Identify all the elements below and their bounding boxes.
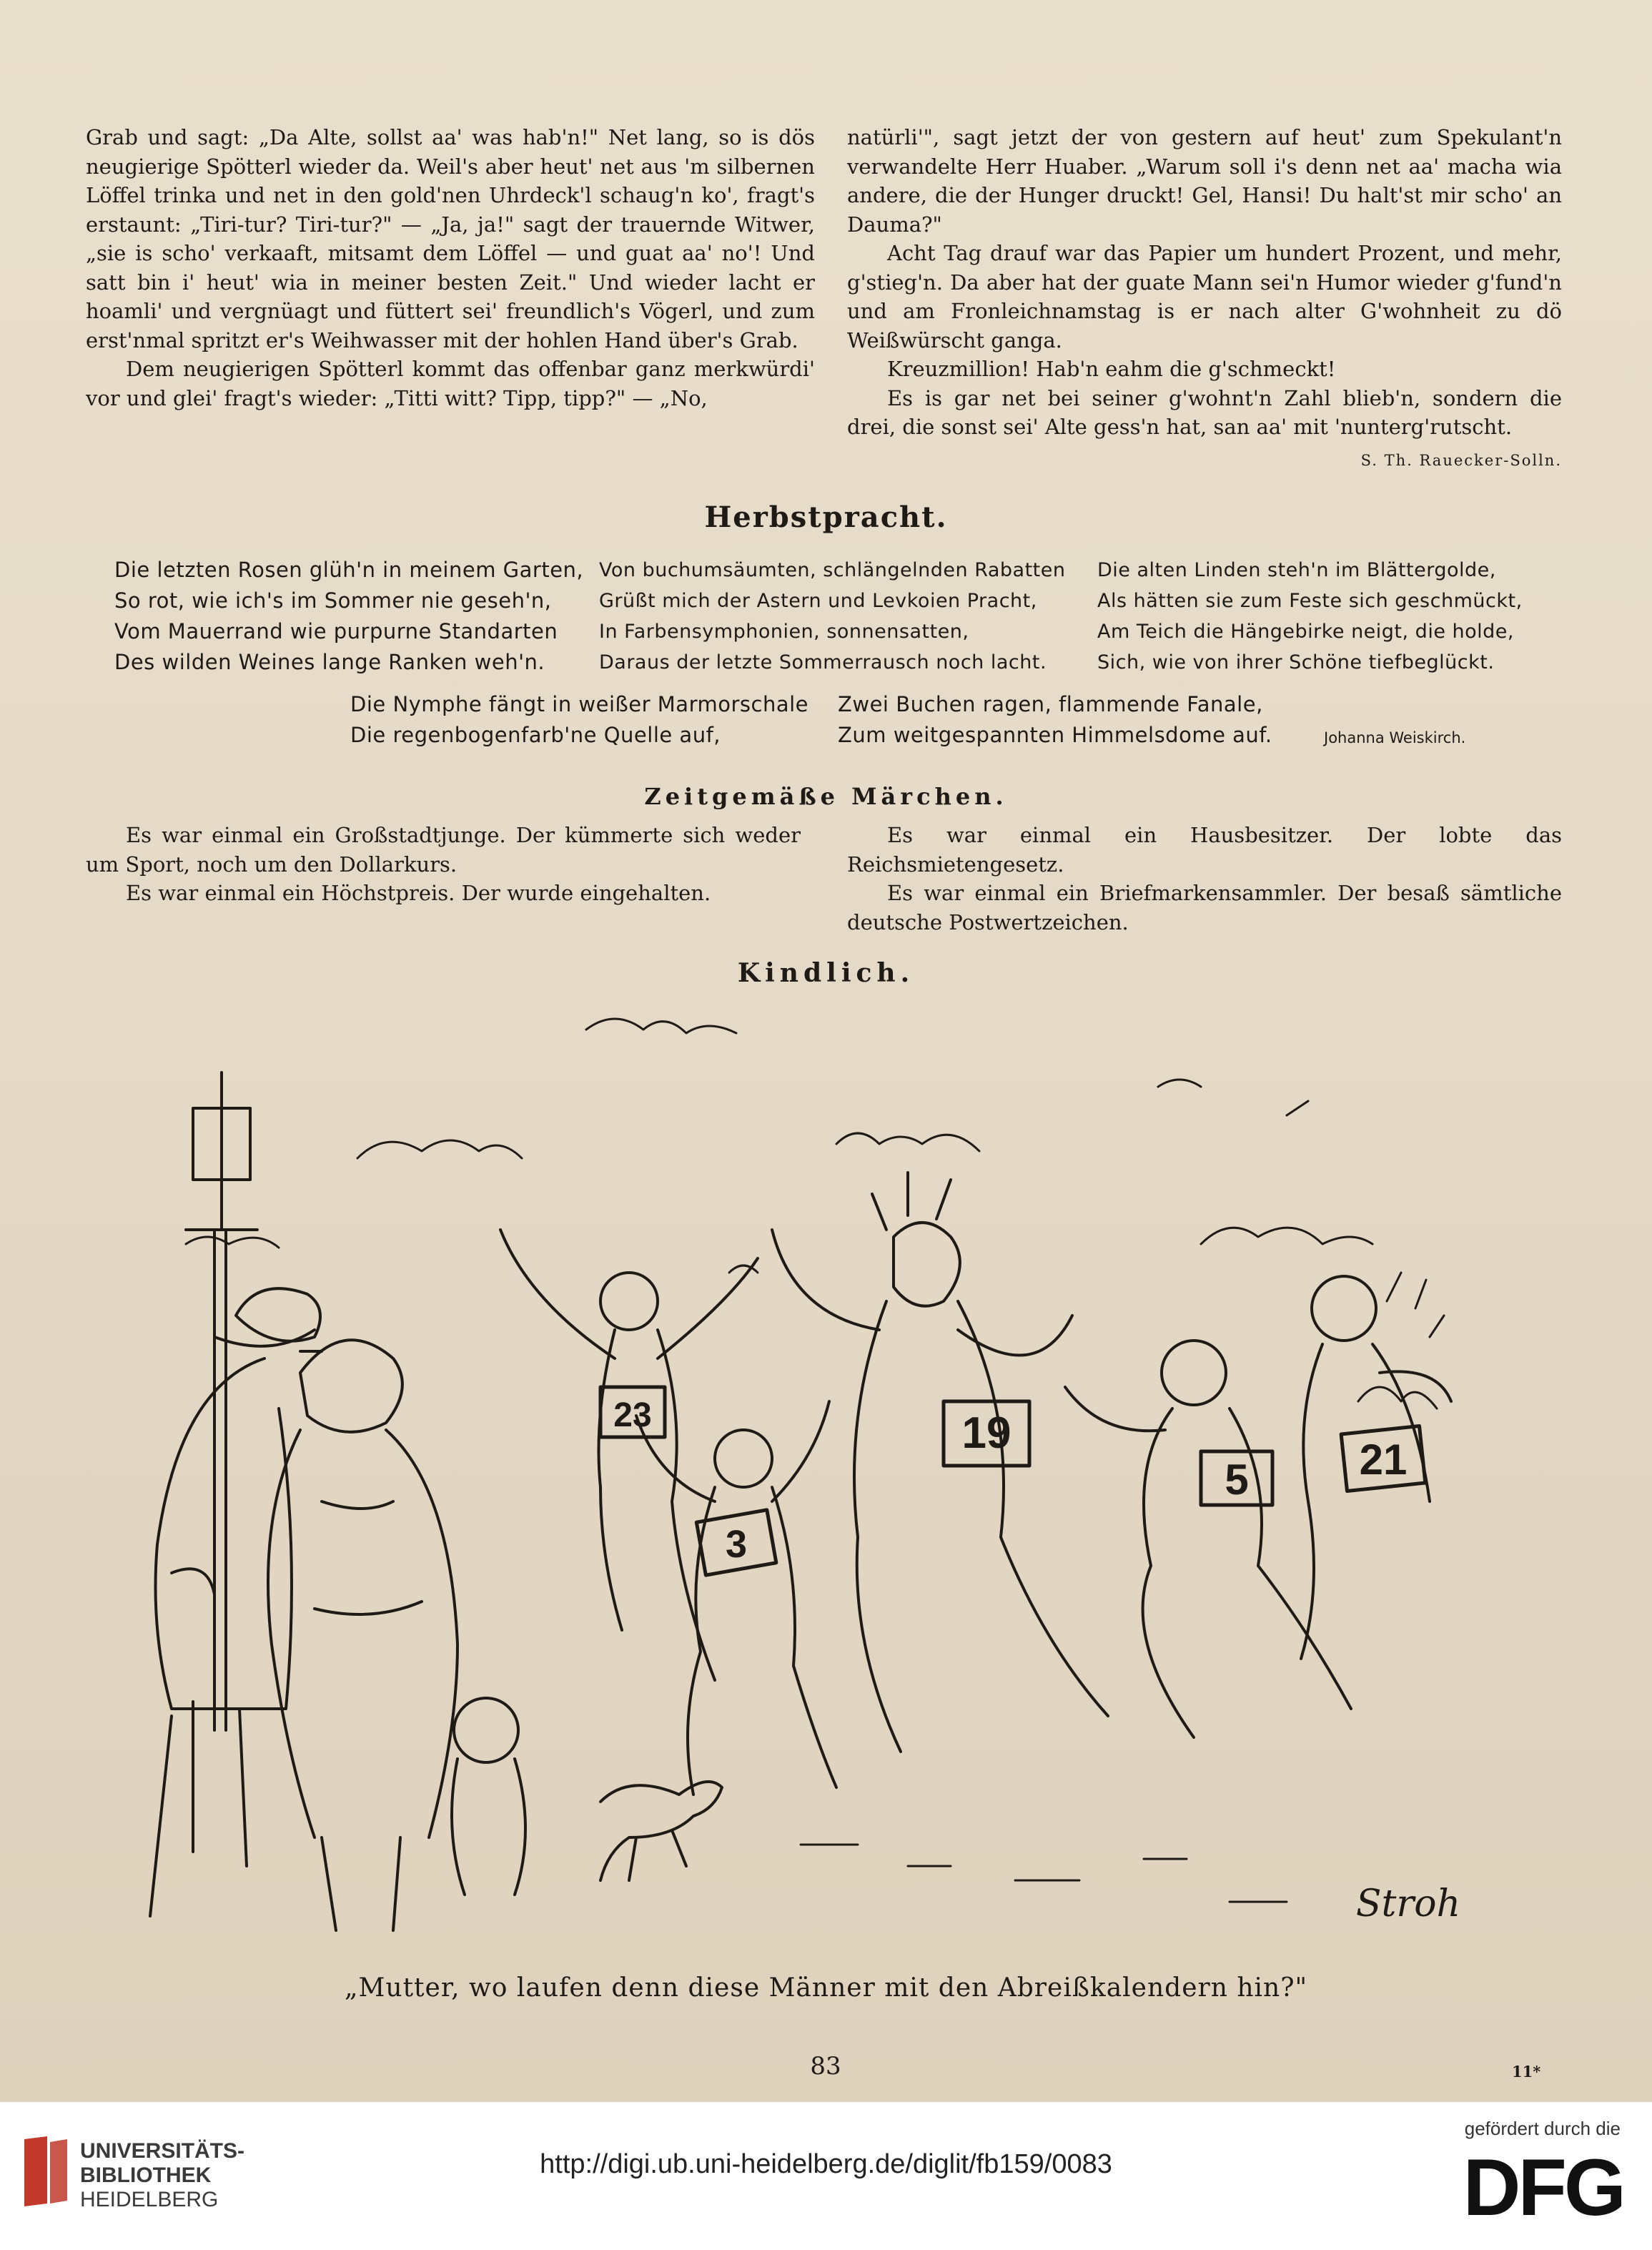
poem-stanza-3 [1097,555,1523,678]
artist-signature: Stroh [1355,1883,1461,1925]
library-name-line: HEIDELBERG [80,2188,219,2211]
poem-line: In Farbensymphonien, sonnensatten, [599,621,969,643]
runner-3 [636,1401,836,1795]
bib-number: 23 [613,1396,652,1434]
mother-figure [268,1340,457,1930]
poem-stanza-2 [599,555,1066,678]
fairy-paragraph: Es war einmal ein Höchstpreis. Der wurde eingehalten. [126,881,711,905]
funding-note: gefördert durch die [1464,2118,1621,2139]
poem-author: Johanna Weiskirch. [1324,729,1466,746]
fairy-right-column [847,821,1562,937]
poem-line: Sich, wie von ihrer Schöne tiefbeglückt. [1097,651,1495,673]
child-figure [452,1698,525,1895]
dog-figure [600,1782,722,1880]
poem-stanza-5 [838,689,1272,751]
bib-number: 21 [1359,1436,1408,1484]
crowd-sketch [186,1019,1444,1408]
poem-line: Die alten Linden steh'n im Blättergolde, [1097,559,1496,581]
page-number: 83 [810,2052,841,2081]
story-paragraph: Dem neugierigen Spötterl kommt das offenbar ganz merkwürdi' vor und glei' fragt's wieder: „Titti witt? Tipp, tipp?" — „No, [86,357,815,410]
poem-line: Zum weitgespannten Himmelsdome auf. [838,723,1272,747]
poem-line: Grüßt mich der Astern und Levkoien Pracht, [599,590,1037,612]
cartoon-caption: „Mutter, wo laufen denn diese Männer mit den Abreißkalendern hin?" [344,1973,1308,2003]
fairy-paragraph: Es war einmal ein Großstadtjunge. Der kümmerte sich weder um Sport, noch um den Dollarkurs. [86,823,801,877]
poem-line: Von buchumsäumten, schlängelnden Rabatten [599,559,1066,581]
library-name-line: BIBLIOTHEK [80,2163,212,2187]
cartoon-illustration [86,1001,1515,1952]
story-signature: S. Th. Rauecker-Solln. [1360,451,1562,469]
sheet-mark: 11* [1512,2063,1541,2081]
fairy-left-column [86,821,801,908]
poem-line: Als hätten sie zum Feste sich geschmückt, [1097,590,1523,612]
fairy-paragraph: Es war einmal ein Hausbesitzer. Der lobte das Reichsmietengesetz. [847,823,1562,877]
poem-title: Herbstpracht. [704,500,948,534]
story-paragraph: Grab und sagt: „Da Alte, sollst aa' was hab'n!" Net lang, so is dös neugierige Spötterl wieder da. Weil's aber heut' net aus 'm silbernen Löffel trinka und net in den gold'nen Uhrdeck'l schaug'n ko', fragt's erstaunt: „Tiri-tur? Tiri-tur?" — „Ja, ja!" sagt der trauernde Witwer, „sie is scho' verkaaft, mitsamt dem Löffel — und guat aa' no'! Und satt bin i' heut' wia in meiner besten Zeit." Und wieder lacht er hoamli' und vergnüagt und füttert sei' freundlich's Vögerl, und zum erst'nmal spritzt er's Weihwasser mit der hohlen Hand über's Grab. [86,125,815,352]
story-paragraph: Acht Tag drauf war das Papier um hundert Prozent, und mehr, g'stieg'n. Da aber hat der guate Mann sei'n Humor wieder g'fund'n und am Fronleichnamstag is er nach alter G'wohnheit zu dö Weißwürscht ganga. [847,241,1562,352]
story-paragraph: Kreuzmillion! Hab'n eahm die g'schmeckt! [887,357,1336,381]
bib-number: 3 [725,1523,748,1566]
fairy-paragraph: Es war einmal ein Briefmarkensammler. Der besaß sämtliche deutsche Postwertzeichen. [847,881,1562,934]
fairy-title: Zeitgemäße Märchen. [644,783,1008,810]
poem-line: Die letzten Rosen glüh'n in meinem Garten, [114,558,584,582]
story-left-column [86,123,815,413]
poem-line: Die regenbogenfarb'ne Quelle auf, [350,723,721,747]
poem-line: Am Teich die Hängebirke neigt, die holde, [1097,621,1514,643]
poem-line: Die Nymphe fängt in weißer Marmorschale [350,692,809,716]
digitization-url[interactable]: http://digi.ub.uni-heidelberg.de/diglit/fb159/0083 [540,2149,1112,2179]
poem-line: So rot, wie ich's im Sommer nie geseh'n, [114,588,552,613]
bib-number: 19 [961,1408,1012,1458]
story-paragraph: Es is gar net bei seiner g'wohnt'n Zahl blieb'n, sondern die drei, die sonst sei' Alte gess'n hat, san aa' mit 'nunterg'rutscht. [847,385,1562,439]
poem-line: Daraus der letzte Sommerrausch noch lacht. [599,651,1047,673]
digitization-footer [0,2102,1652,2250]
poem-stanza-4 [350,689,808,751]
cartoon-title: Kindlich. [737,958,915,988]
poem-stanza-1 [114,555,583,678]
runner-19 [772,1173,1108,1752]
dfg-logo[interactable]: DFG [1463,2143,1623,2232]
ground-strokes [801,1845,1287,1902]
story-right-column [847,123,1562,475]
poem-line: Des wilden Weines lange Ranken weh'n. [114,650,545,674]
library-name-line: UNIVERSITÄTS- [80,2139,245,2163]
story-paragraph: natürli'", sagt jetzt der von gestern auf heut' zum Spekulant'n verwandelte Herr Huaber. „Warum soll i's denn net aa' macha wia andere, die der Hunger druckt! Gel, Hansi! Du halt'st mir scho' an Dauma?" [847,125,1562,237]
lamp-post [186,1072,257,1730]
bib-number: 5 [1225,1456,1249,1504]
man-with-cane [150,1288,322,1916]
poem-line: Zwei Buchen ragen, flammende Fanale, [838,692,1263,716]
poem-line: Vom Mauerrand wie purpurne Standarten [114,619,558,643]
runner-23 [500,1230,758,1680]
